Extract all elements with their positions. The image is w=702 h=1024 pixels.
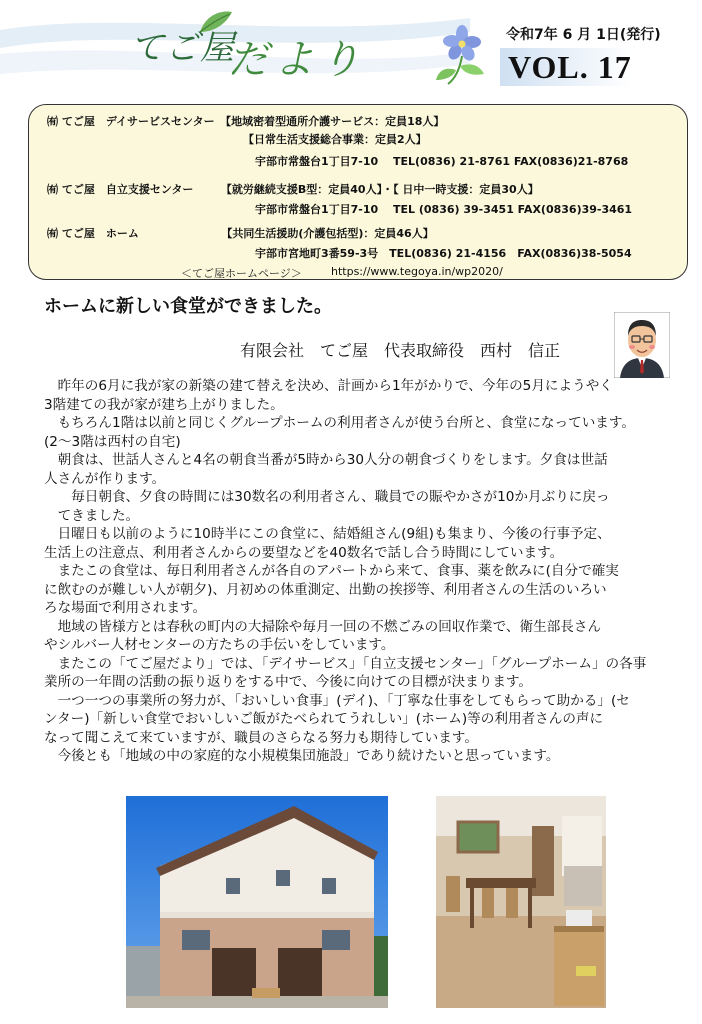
info-line-day-service-2: 【日常生活支援総合事業：定員2人】: [243, 133, 427, 146]
info-line-day-service: ㈲ てご屋 デイサービスセンター 【地域密着型通所介護サービス：定員18人】: [47, 115, 445, 128]
body-line: 今後とも「地域の中の家庭的な小規模集団施設」であり続けたいと思っています。: [44, 748, 560, 764]
dining-room-photo: [436, 796, 606, 1008]
newsletter-title-te: てご屋: [130, 28, 235, 68]
building-photo: [126, 796, 388, 1008]
body-line: またこの食堂は、毎日利用者さんが各自のアパートから来て、食事、薬を飲みに(自分で確実: [44, 563, 619, 579]
body-line: 一つ一つの事業所の努力が、「おいしい食事」(デイ)、「丁寧な仕事をしてもらって助かる」(セ: [44, 692, 630, 709]
article-body: [44, 377, 684, 766]
body-line: ンター)「新しい食堂でおいしいご飯がたべられてうれしい」(ホーム)等の利用者さんの声に: [44, 711, 604, 727]
body-line: (2～3階は西村の自宅): [44, 433, 181, 450]
body-line: 地域の皆様方とは春秋の町内の大掃除や毎月一回の不燃ごみの回収作業で、衛生部長さん: [44, 618, 602, 635]
issue-date: 令和7年 6 月 1日(発行): [506, 27, 661, 43]
body-line: ろな場面で利用されます。: [44, 600, 207, 616]
homepage-url[interactable]: https://www.tegoya.in/wp2020/: [331, 265, 503, 278]
homepage-label: ＜てご屋ホームページ＞: [181, 267, 302, 280]
volume-number: VOL. 17: [508, 49, 632, 85]
info-line-day-service-address: 宇部市常盤台1丁目7-10 TEL(0836) 21-8761 FAX(0836)21-8768: [255, 155, 629, 168]
masthead: [0, 0, 702, 96]
info-line-home-address: 宇部市宮地町3番59-3号 TEL(0836) 21-4156 FAX(0836)38-5054: [255, 247, 632, 260]
body-line: 生活上の注意点、利用者さんからの要望などを40数名で話し合う時間にしています。: [44, 544, 564, 561]
body-line: 朝食は、世話人さんと4名の朝食当番が5時から30人分の朝食づくりをします。夕食は世話: [44, 452, 608, 468]
flower-icon: [434, 22, 492, 86]
body-line: 昨年の6月に我が家の新築の建て替えを決め、計画から1年がかりで、今年の5月にようやく: [44, 378, 613, 394]
info-line-support-center: ㈲ てご屋 自立支援センター 【就労継続支援B型：定員40人】・【 日中一時支援：定員30人】: [47, 183, 539, 196]
newsletter-title-dayori: だより: [228, 37, 366, 83]
body-line: 毎日朝食、夕食の時間には30数名の利用者さん、職員での賑やかさが10か月ぶりに戻っ: [44, 489, 610, 505]
body-line: またこの「てご屋だより」では、「デイサービス」「自立支援センター」「グループホーム」の各事: [44, 655, 647, 672]
body-line: なって聞こえて来ていますが、職員のさらなる努力も期待しています。: [44, 729, 478, 746]
body-line: 業所の一年間の活動の振り返りをする中で、今後に向けての目標が決まります。: [44, 674, 533, 690]
avatar-illustration: [614, 312, 670, 378]
article-headline: ホームに新しい食堂ができました。: [44, 296, 332, 317]
info-line-home: ㈲ てご屋 ホーム 【共同生活援助(介護包括型)：定員46人】: [47, 227, 434, 240]
body-line: 人さんが作ります。: [44, 470, 166, 487]
body-line: に飲むのが難しい人が朝夕)、月初めの体重測定、出勤の挨拶等、利用者さんの生活のいろい: [44, 581, 607, 598]
body-line: てきました。: [44, 507, 140, 524]
body-line: もちろん1階は以前と同じくグループホームの利用者さんが使う台所と、食堂になっています。: [44, 415, 636, 431]
info-line-support-center-address: 宇部市常盤台1丁目7-10 TEL (0836) 39-3451 FAX(0836)39-3461: [255, 203, 633, 216]
body-line: 3階建ての我が家が建ち上がりました。: [44, 396, 284, 413]
facility-info-box: [28, 104, 688, 280]
article-author: 有限会社 てご屋 代表取締役 西村 信正: [240, 341, 561, 360]
body-line: やシルバー人材センターの方たちの手伝いをしています。: [44, 637, 395, 653]
body-line: 日曜日も以前のように10時半にこの食堂に、結婚組さん(9組)も集まり、今後の行事予定、: [44, 526, 611, 542]
